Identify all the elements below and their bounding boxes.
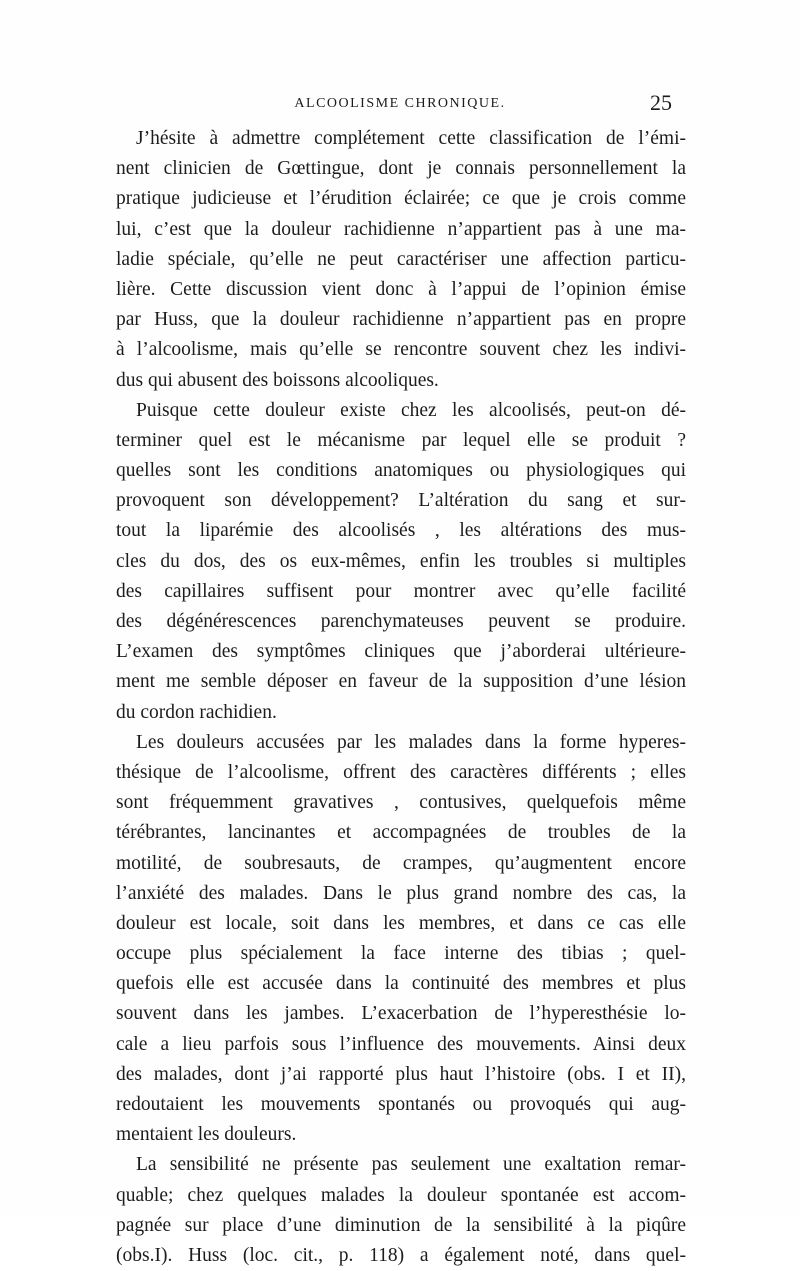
text-line: cles du dos, des os eux-mêmes, enfin les troubles si multiples	[116, 550, 686, 572]
text-line: L’examen des symptômes cliniques que j’aborderai ultérieure-	[116, 641, 686, 663]
text-line: motilité, de soubresauts, de crampes, qu’augmentent encore	[116, 852, 686, 874]
text-line: Les douleurs accusées par les malades dans la forme hyperes-	[136, 731, 686, 753]
text-line: souvent dans les jambes. L’exacerbation de l’hyperesthésie lo-	[116, 1003, 686, 1025]
text-line: cale a lieu parfois sous l’influence des mouvements. Ainsi deux	[116, 1033, 686, 1055]
text-line: (obs.I). Huss (loc. cit., p. 118) a également noté, dans quel-	[116, 1244, 686, 1266]
text-line: quefois elle est accusée dans la continuité des membres et plus	[116, 973, 686, 995]
text-line: ment me semble déposer en faveur de la supposition d’une lésion	[116, 671, 686, 693]
text-line: ladie spéciale, qu’elle ne peut caractériser une affection particu-	[116, 248, 686, 270]
text-line: lière. Cette discussion vient donc à l’appui de l’opinion émise	[116, 278, 686, 300]
text-line: lui, c’est que la douleur rachidienne n’appartient pas à une ma-	[116, 218, 686, 240]
text-line: J’hésite à admettre complétement cette classification de l’émi-	[136, 128, 686, 149]
text-line: La sensibilité ne présente pas seulement une exaltation remar-	[136, 1154, 686, 1176]
text-line: thésique de l’alcoolisme, offrent des caractères différents ; elles	[116, 761, 686, 783]
text-line: des malades, dont j’ai rapporté plus haut l’histoire (obs. I et II),	[116, 1063, 686, 1085]
text-line: térébrantes, lancinantes et accompagnées de troubles de la	[116, 822, 686, 844]
text-line: Puisque cette douleur existe chez les alcoolisés, peut-on dé-	[136, 399, 686, 421]
text-line: provoquent son développement? L’altération du sang et sur-	[116, 490, 686, 512]
text-line: pratique judicieuse et l’érudition éclairée; ce que je crois comme	[116, 188, 686, 210]
body-text	[116, 124, 686, 1271]
text-line: du cordon rachidien.	[116, 701, 277, 723]
text-line: terminer quel est le mécanisme par lequel elle se produit ?	[116, 429, 686, 451]
text-line: par Huss, que la douleur rachidienne n’appartient pas en propre	[116, 309, 686, 331]
text-line: à l’alcoolisme, mais qu’elle se rencontre souvent chez les indivi-	[116, 339, 686, 361]
text-line: l’anxiété des malades. Dans le plus grand nombre des cas, la	[116, 882, 686, 904]
page-number: 25	[650, 90, 672, 115]
text-line: dus qui abusent des boissons alcooliques.	[116, 369, 439, 391]
running-title: ALCOOLISME CHRONIQUE.	[294, 96, 506, 111]
text-line: quable; chez quelques malades la douleur spontanée est accom-	[116, 1184, 686, 1206]
text-line: douleur est locale, soit dans les membres, et dans ce cas elle	[116, 912, 686, 934]
text-line: tout la liparémie des alcoolisés , les altérations des mus-	[116, 520, 686, 542]
text-line: mentaient les douleurs.	[116, 1124, 297, 1146]
text-line: des dégénérescences parenchymateuses peuvent se produire.	[116, 611, 686, 632]
text-line: pagnée sur place d’une diminution de la sensibilité à la piqûre	[116, 1214, 686, 1236]
text-line: nent clinicien de Gœttingue, dont je connais personnellement la	[116, 158, 686, 180]
text-line: sont fréquemment gravatives , contusives, quelquefois même	[116, 792, 686, 814]
text-line: redoutaient les mouvements spontanés ou provoqués qui aug-	[116, 1094, 686, 1115]
text-line: des capillaires suffisent pour montrer avec qu’elle facilité	[116, 580, 686, 602]
text-line: quelles sont les conditions anatomiques ou physiologiques qui	[116, 460, 686, 482]
text-line: occupe plus spécialement la face interne des tibias ; quel-	[116, 943, 686, 965]
